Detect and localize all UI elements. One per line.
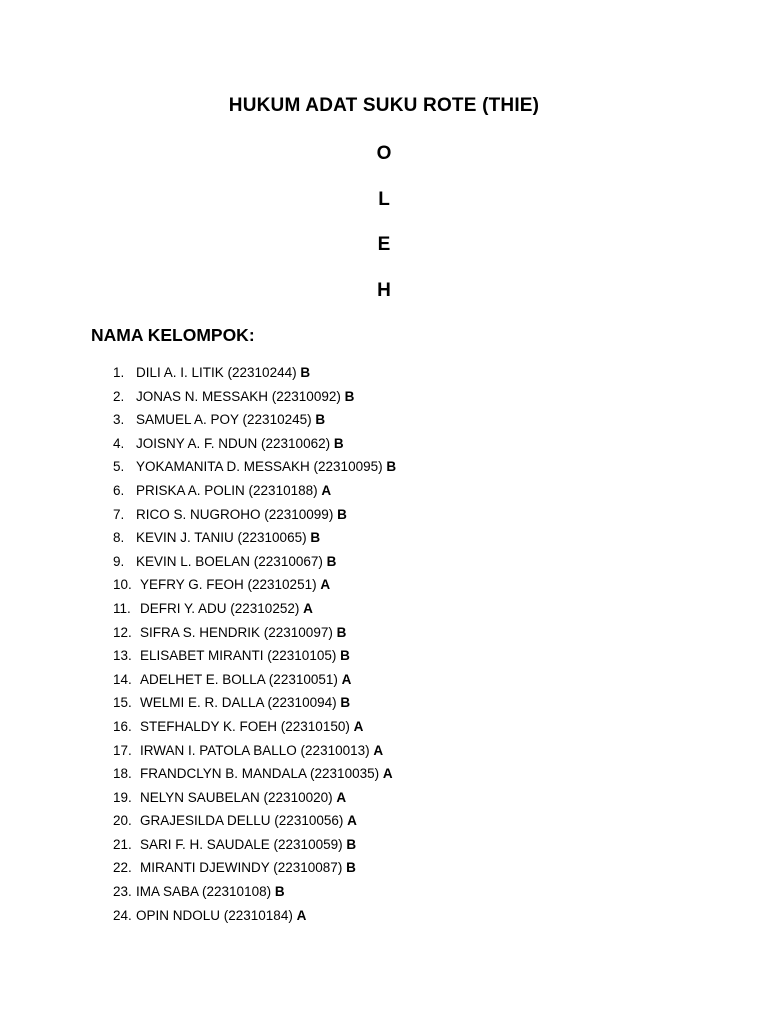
list-item-text: [140, 600, 313, 618]
member-class: B: [340, 648, 350, 664]
member-name: IRWAN I. PATOLA BALLO (22310013): [140, 742, 370, 758]
member-name: KEVIN L. BOELAN (22310067): [136, 553, 323, 569]
list-item-number: 10.: [113, 577, 132, 593]
list-item-number: 8.: [113, 530, 125, 546]
list-item-number: 5.: [113, 459, 125, 475]
list-item-number: 12.: [113, 624, 132, 640]
member-class: A: [321, 482, 332, 498]
member-name: IMA SABA (22310108): [136, 884, 272, 900]
list-item-text: [136, 435, 344, 453]
list-item-number: 7.: [113, 506, 125, 522]
member-class: B: [274, 884, 285, 900]
member-class: A: [303, 600, 313, 616]
member-name: SARI F. H. SAUDALE (22310059): [140, 836, 343, 852]
member-name: STEFHALDY K. FOEH (22310150): [140, 718, 350, 734]
list-item-text: [140, 859, 356, 877]
member-name: YEFRY G. FEOH (22310251): [140, 577, 317, 593]
member-name: DILI A. I. LITIK (22310244): [136, 365, 297, 380]
member-class: A: [353, 718, 364, 734]
member-class: A: [373, 742, 384, 758]
list-item-text: [136, 529, 320, 547]
member-name: DEFRI Y. ADU (22310252): [140, 600, 300, 616]
member-name: OPIN NDOLU (22310184): [136, 907, 293, 923]
member-class: A: [320, 577, 331, 593]
list-item-text: [136, 907, 306, 925]
list-item-text: [140, 694, 350, 712]
member-class: B: [333, 435, 344, 451]
list-item-text: [140, 836, 356, 854]
list-item-number: 3.: [113, 412, 125, 428]
member-name: MIRANTI DJEWINDY (22310087): [140, 860, 343, 876]
list-item-number: 15.: [113, 695, 132, 711]
list-item-number: 1.: [113, 365, 125, 380]
member-class: B: [310, 530, 321, 546]
list-item-text: [140, 789, 346, 807]
member-class: B: [340, 695, 351, 711]
member-class: B: [315, 412, 326, 428]
list-item-number: 11.: [113, 600, 131, 616]
list-item-text: [140, 765, 393, 783]
member-class: A: [382, 766, 393, 782]
member-class: A: [336, 789, 347, 805]
member-name: SIFRA S. HENDRIK (22310097): [140, 624, 333, 640]
list-item-text: [136, 883, 285, 901]
oleh-letter-l: L: [378, 189, 390, 210]
member-name: GRAJESILDA DELLU (22310056): [140, 813, 344, 829]
member-name: ELISABET MIRANTI (22310105): [140, 648, 337, 664]
member-class: B: [346, 836, 357, 852]
member-name: YOKAMANITA D. MESSAKH (22310095): [136, 459, 383, 475]
member-class: B: [300, 365, 311, 380]
member-class: A: [347, 813, 357, 829]
list-item-number: 9.: [113, 553, 125, 569]
member-name: ADELHET E. BOLLA (22310051): [140, 671, 338, 687]
member-class: B: [326, 553, 337, 569]
member-name: JOISNY A. F. NDUN (22310062): [136, 435, 331, 451]
oleh-letter-e: E: [377, 234, 391, 255]
list-item-text: [136, 411, 325, 429]
list-item-number: 2.: [113, 388, 125, 404]
list-item-text: [140, 742, 383, 760]
list-item-text: [140, 624, 346, 642]
oleh-letter-h: H: [377, 280, 391, 301]
list-item-number: 24.: [113, 907, 132, 923]
list-item-text: [136, 482, 331, 500]
list-item-number: 14.: [113, 671, 132, 687]
member-name: WELMI E. R. DALLA (22310094): [140, 695, 337, 711]
member-class: A: [341, 671, 352, 687]
list-item-text: [136, 458, 396, 476]
list-item-text: [136, 364, 310, 382]
section-heading: NAMA KELOMPOK:: [91, 325, 255, 345]
list-item-number: 16.: [113, 718, 132, 734]
list-item-text: [140, 671, 351, 689]
member-name: KEVIN J. TANIU (22310065): [136, 530, 307, 546]
list-item-text: [136, 553, 336, 571]
member-name: PRISKA A. POLIN (22310188): [136, 482, 318, 498]
list-item-text: [140, 647, 350, 665]
list-item-number: 17.: [113, 742, 132, 758]
list-item-number: 13.: [113, 648, 132, 664]
member-class: B: [337, 506, 347, 522]
list-item-number: 6.: [113, 482, 125, 498]
member-class: B: [346, 860, 356, 876]
list-item-text: [140, 718, 363, 736]
document-title: HUKUM ADAT SUKU ROTE (THIE): [228, 95, 540, 116]
list-item-text: [136, 506, 347, 524]
list-item-number: 4.: [113, 435, 125, 451]
member-name: RICO S. NUGROHO (22310099): [136, 506, 334, 522]
member-name: NELYN SAUBELAN (22310020): [140, 789, 333, 805]
member-class: A: [296, 907, 307, 923]
list-item-number: 21.: [113, 836, 132, 852]
list-item-number: 20.: [113, 813, 132, 829]
list-item-text: [136, 388, 354, 406]
list-item-number: 19.: [113, 789, 132, 805]
list-item-number: 22.: [113, 860, 132, 876]
member-name: FRANDCLYN B. MANDALA (22310035): [140, 766, 380, 782]
list-item-number: 23.: [113, 884, 132, 900]
oleh-letter-o: O: [376, 143, 392, 164]
member-class: B: [344, 388, 355, 404]
list-item-text: [140, 576, 330, 594]
member-class: B: [336, 624, 347, 640]
list-item-number: 18.: [113, 766, 132, 782]
member-name: SAMUEL A. POY (22310245): [136, 412, 312, 428]
member-name: JONAS N. MESSAKH (22310092): [136, 388, 341, 404]
member-class: B: [386, 459, 397, 475]
list-item-text: [140, 812, 357, 830]
